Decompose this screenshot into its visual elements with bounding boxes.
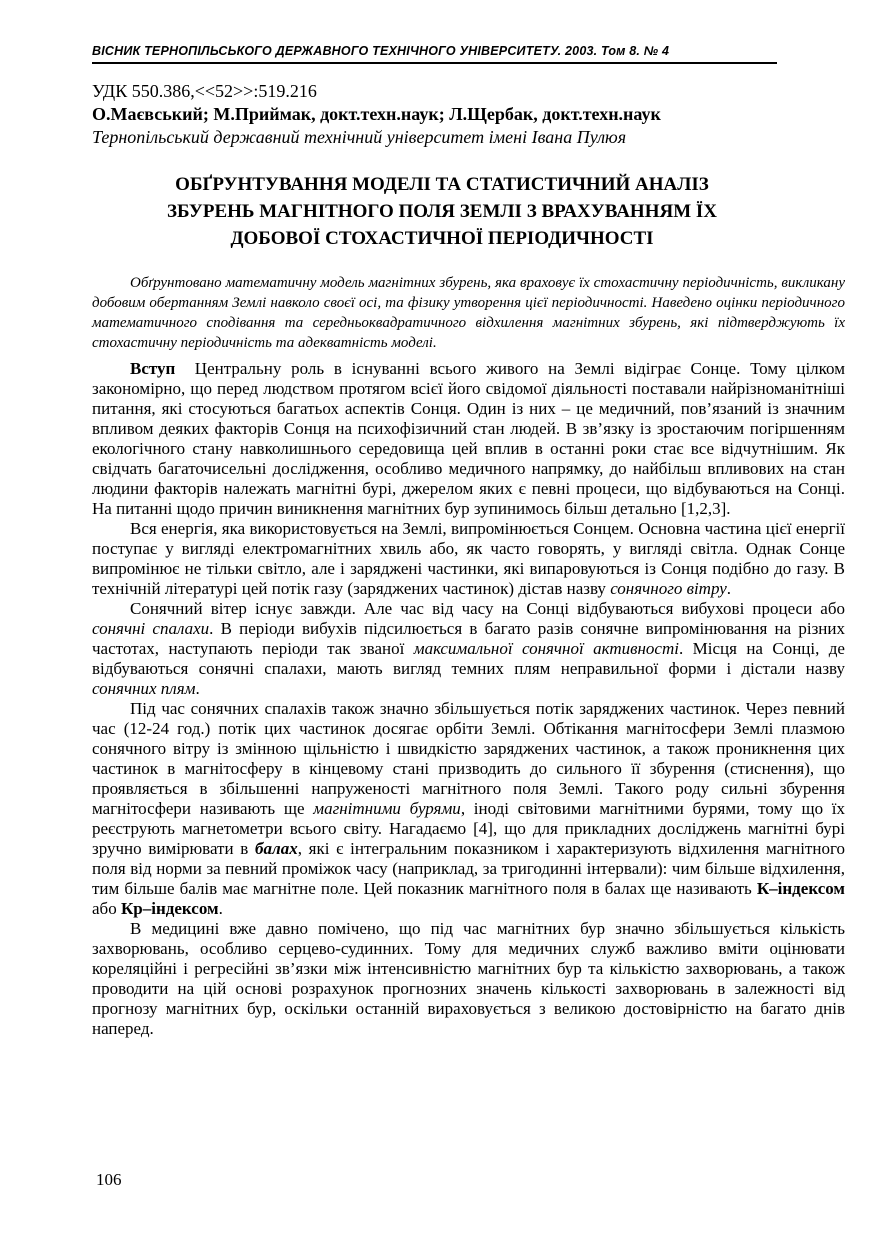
article-title-line-3: ДОБОВОЇ СТОХАСТИЧНОЇ ПЕРІОДИЧНОСТІ [230,228,654,249]
text-segment: . [195,679,200,698]
article-title-line-2: ЗБУРЕНЬ МАГНІТНОГО ПОЛЯ ЗЕМЛІ З ВРАХУВАННЯМ ЇХ [167,201,717,222]
article-body [92,359,845,1039]
text-segment: Вступ [130,359,176,378]
article-title [92,171,792,252]
text-segment: , іноді світовими магнітними бурями, тому що їх реєструють магнетометри всього світу. Нагадаємо [4], що для прикладних досліджень магнітні бурі зручно вимірювати в [92,799,845,858]
article-title-line-1: ОБҐРУНТУВАННЯ МОДЕЛІ ТА СТАТИСТИЧНИЙ АНАЛІЗ [175,174,709,195]
text-segment: . В періоди вибухів підсилюється в багато разів сонячне випромінювання на різних частотах, наступають періоди так званої [92,619,846,658]
text-segment: Сонячний вітер існує завжди. Але час від часу на Сонці відбуваються вибухові процеси або [130,599,845,618]
abstract-text: Обґрунтовано математичну модель магнітних збурень, яка враховує їх стохастичну періодичність, викликану добовим обертанням Землі навколо своєї осі, та фізику утворення цієї періодичності. Наведено оцінки періодичного математичного сподівання та середньоквадратичного відхилення магнітних збурень, які підтверджують їх стохастичну періодичність та адекватність моделі. [92,275,845,351]
text-segment: балах [255,839,298,858]
paragraph-intro [92,359,845,519]
paragraph-magnetic-storms [92,699,845,919]
journal-header: ВІСНИК ТЕРНОПІЛЬСЬКОГО ДЕРЖАВНОГО ТЕХНІЧНОГО УНІВЕРСИТЕТУ. 2003. Том 8. № 4 [92,44,777,64]
affiliation-line: Тернопільський державний технічний університет імені Івана Пулюя [92,127,627,147]
text-segment: Вся енергія, яка використовується на Землі, випромінюється Сонцем. Основна частина цієї енергії поступає у вигляді електромагнітних хвиль або, як часто говорять, у вигляді світла. Однак Сонце випромінює не тільки світло, але і заряджені частинки, які випаровуються із Сонця подібно до газу. В технічній літературі цей потік газу (заряджених частинок) дістав назву [92,519,845,598]
text-segment: сонячного вітру [610,579,727,598]
text-segment: В медицині вже давно помічено, що під час магнітних бур значно збільшується кількість захворювань, особливо серцево-судинних. Тому для медичних служб важливо вміти оцінювати кореляційні і регресійні зв’язки між інтенсивністю магнітних бур та кількістю захворювань, а також проводити на цій основі розрахунок прогнозних значень кількості захворювань в залежності від прогнозу магнітних бур, оскільки останній вираховується з великою достовірністю на багато днів наперед. [92,919,845,1038]
page-number: 106 [96,1170,122,1189]
authors-line: О.Маєвський; М.Приймак, докт.техн.наук; Л.Щербак, докт.техн.наук [92,104,661,124]
paragraph-solar-energy [92,519,845,599]
udk-code: УДК 550.386,<<52>>:519.216 [92,81,317,101]
page-content [92,44,845,1039]
text-segment: Кр–індексом [120,899,219,918]
paragraph-medicine [92,919,845,1039]
text-segment: або [92,899,121,918]
text-segment: Під час сонячних спалахів також значно збільшується потік заряджених частинок. Через певний час (12-24 год.) потік цих частинок досягає орбіти Землі. Обтікання магнітосфери Землі плазмою сонячного вітру із змінною щільністю і швидкістю заряджених частинок, а також проникнення цих частинок в магнітосферу в кінцевому стані призводить до сильного її збурення (стиснення), що проявляється в збільшенні напруженості магнітного поля Землі. Такого роду сильні збурення магнітосфери називають ще [92,699,845,818]
text-segment: магнітними бурями [313,799,461,818]
text-segment: . Місця на Сонці, де відбуваються сонячні спалахи, мають вигляд темних плям неправильної форми і дістали назву [92,639,845,678]
text-segment: сонячних плям [92,679,196,698]
text-segment: . [218,899,223,918]
text-segment: сонячні спалахи [92,619,210,638]
paragraph-solar-wind [92,599,845,699]
text-segment: максимальної сонячної активності [413,639,679,658]
text-segment: . [726,579,732,598]
text-segment: К–індексом [756,879,845,898]
text-segment: , які є інтегральним показником і характеризують відхилення магнітного поля від норми за певний проміжок часу (наприклад, за тригодинні інтервали): чим більше відхилення, тим більше балів має магнітне поле. Цей показник магнітного поля в балах ще називають [92,839,845,898]
text-segment: Центральну роль в існуванні всього живого на Землі відіграє Сонце. Тому цілком закономірно, що перед людством протягом всієї його свідомої діяльності поставали найрізноманітніші питання, які стосуються багатьох аспектів Сонця. Один із них – це медичний, пов’язаний із значним впливом деяких факторів Сонця на психофізичний стан людей. В зв’язку із зростаючим погіршенням екологічного стану навколишнього середовища цей вплив в останні роки стає все відчутнішим. Як свідчать багаточисельні дослідження, особливо медичного напрямку, до найбільш впливових на стан людини факторів належать магнітні бурі, джерелом яких є певні процеси, що відбуваються на Сонці. На питанні щодо причин виникнення магнітних бур зупинимось більш детально [1,2,3]. [92,359,845,518]
